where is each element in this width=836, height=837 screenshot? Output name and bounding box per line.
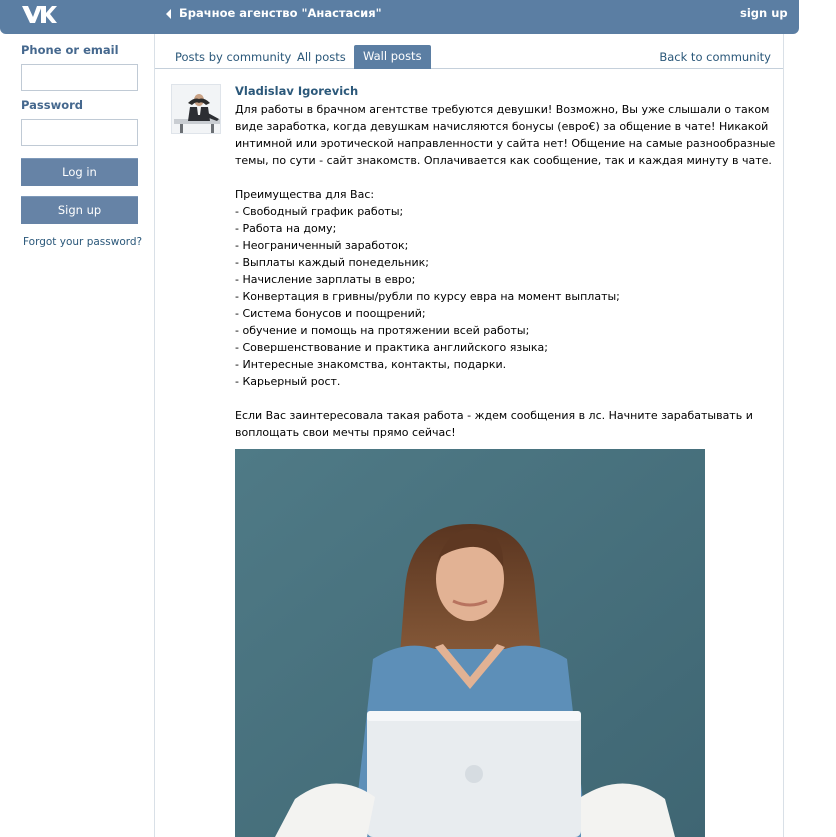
tab-posts-by-community[interactable]: Posts by community: [175, 50, 292, 64]
tab-all-posts[interactable]: All posts: [297, 50, 346, 64]
top-bar: [0, 0, 799, 34]
vk-logo-icon[interactable]: [21, 3, 57, 25]
list-item: - Свободный график работы;: [235, 205, 404, 218]
author-photo: [172, 85, 221, 134]
post-intro: Для работы в брачном агентстве требуются девушки! Возможно, Вы уже слышали о таком виде заработка, когда девушкам начисляются бонусы (евро€) за общение в чате! Никакой интимной или эротической направленности у сайта нет! Общение на самые разнообразные темы, по сути - сайт знакомств. Оплачивается как сообщение, так и каждая минуту в чате.: [235, 103, 779, 167]
list-item: - Карьерный рост.: [235, 375, 341, 388]
benefits-list: [235, 203, 777, 390]
woman-with-laptop-image: [235, 449, 705, 837]
author-avatar[interactable]: [171, 84, 221, 134]
forgot-password-link[interactable]: Forgot your password?: [23, 236, 143, 248]
list-item: - Начисление зарплаты в евро;: [235, 273, 416, 286]
login-button[interactable]: Log in: [21, 158, 138, 186]
tab-bar: [155, 34, 783, 69]
list-item: - Неограниченный заработок;: [235, 239, 409, 252]
tab-wall-posts[interactable]: Wall posts: [354, 45, 431, 69]
post-closing: Если Вас заинтересовала такая работа - ждем сообщения в лс. Начните зарабатывать и воплощать свои мечты прямо сейчас!: [235, 409, 757, 439]
post-author-link[interactable]: Vladislav Igorevich: [235, 84, 359, 98]
list-item: - Совершенствование и практика английского языка;: [235, 341, 548, 354]
header-signup-link[interactable]: sign up: [740, 6, 788, 20]
phone-label: Phone or email: [21, 43, 119, 57]
back-to-community-link[interactable]: Back to community: [659, 50, 771, 64]
list-item: - Конвертация в гривны/рубли по курсу евра на момент выплаты;: [235, 290, 620, 303]
list-item: - Система бонусов и поощрений;: [235, 307, 426, 320]
main-content: [154, 34, 784, 837]
password-input[interactable]: [21, 119, 138, 146]
post-text: [235, 101, 777, 441]
back-arrow-icon[interactable]: [166, 9, 172, 19]
phone-email-input[interactable]: [21, 64, 138, 91]
signup-button[interactable]: Sign up: [21, 196, 138, 224]
list-item: - Выплаты каждый понедельник;: [235, 256, 429, 269]
benefits-title: Преимущества для Вас:: [235, 188, 375, 201]
community-name-link[interactable]: Брачное агенство "Анастасия": [179, 6, 382, 20]
list-item: - Интересные знакомства, контакты, подарки.: [235, 358, 507, 371]
post-photo[interactable]: [235, 449, 705, 837]
list-item: - Работа на дому;: [235, 222, 337, 235]
password-label: Password: [21, 98, 83, 112]
list-item: - обучение и помощь на протяжении всей работы;: [235, 324, 530, 337]
